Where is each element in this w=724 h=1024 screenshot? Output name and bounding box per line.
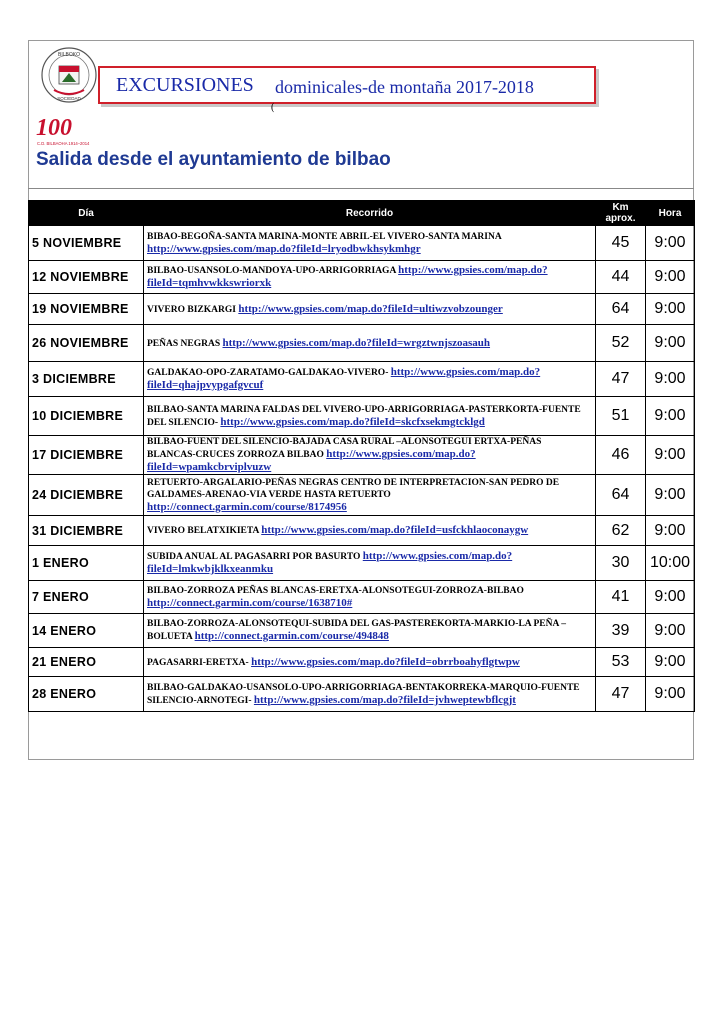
hora-cell: 9:00	[646, 581, 695, 614]
table-header-row	[29, 201, 695, 226]
table-row	[29, 397, 695, 436]
title-banner	[98, 66, 596, 104]
route-link[interactable]: http://www.gpsies.com/map.do?fileId=skcfxsekmgtcklgd	[220, 415, 485, 428]
route-link[interactable]: http://www.gpsies.com/map.do?fileId=wpamkcbrviplvuzw	[147, 448, 476, 473]
header-hora: Hora	[646, 201, 695, 226]
route-description: BILBAO-FUENT DEL SILENCIO-BAJADA CASA RURAL –ALONSOTEGUI ERTXA-PEÑAS BLANCAS-CRUCES ZORROZA BILBAO	[147, 437, 542, 460]
route-cell	[144, 436, 596, 475]
km-cell: 39	[596, 614, 646, 648]
route-cell	[144, 648, 596, 677]
title-main: EXCURSIONES	[116, 74, 254, 96]
route-description: BIBAO-BEGOÑA-SANTA MARINA-MONTE ABRIL-EL VIVERO-SANTA MARINA	[147, 231, 502, 242]
title-sub: dominicales-de montaña 2017-2018	[275, 77, 534, 97]
hora-cell: 10:00	[646, 546, 695, 581]
hora-cell: 9:00	[646, 226, 695, 261]
route-link[interactable]: http://www.gpsies.com/map.do?fileId=qhajpvypgafgvcuf	[147, 366, 541, 391]
table-row	[29, 546, 695, 581]
route-cell	[144, 397, 596, 436]
day-cell: 19 NOVIEMBRE	[29, 294, 144, 325]
hora-cell: 9:00	[646, 648, 695, 677]
club-seal-logo	[40, 46, 98, 104]
route-link[interactable]: http://connect.garmin.com/course/8174956	[147, 500, 347, 513]
table-row	[29, 294, 695, 325]
route-link[interactable]: http://www.gpsies.com/map.do?fileId=wrgztwnjszoasauh	[222, 336, 491, 349]
route-description: VIVERO BIZKARGI	[147, 304, 236, 315]
km-cell: 64	[596, 475, 646, 516]
km-cell: 44	[596, 261, 646, 294]
header-km-label: Km aprox.	[605, 202, 636, 224]
header-recorrido: Recorrido	[144, 201, 596, 226]
table-row	[29, 261, 695, 294]
km-cell: 53	[596, 648, 646, 677]
day-cell: 10 DICIEMBRE	[29, 397, 144, 436]
header-dia: Día	[29, 201, 144, 226]
hora-cell: 9:00	[646, 261, 695, 294]
hora-cell: 9:00	[646, 362, 695, 397]
route-description: GALDAKAO-OPO-ZARATAMO-GALDAKAO-VIVERO-	[147, 368, 389, 378]
hora-cell: 9:00	[646, 475, 695, 516]
km-cell: 41	[596, 581, 646, 614]
header-divider	[28, 188, 694, 189]
route-cell	[144, 294, 596, 325]
route-link[interactable]: http://connect.garmin.com/course/1638710#	[147, 596, 353, 609]
km-cell: 52	[596, 325, 646, 362]
km-cell: 51	[596, 397, 646, 436]
hora-cell: 9:00	[646, 397, 695, 436]
day-cell: 14 ENERO	[29, 614, 144, 648]
day-cell: 31 DICIEMBRE	[29, 516, 144, 546]
hora-cell: 9:00	[646, 294, 695, 325]
km-cell: 45	[596, 226, 646, 261]
route-description: BILBAO-GALDAKAO-USANSOLO-UPO-ARRIGORRIAGA-BENTAKORREKA-MARQUIO-FUENTE SILENCIO-ARNOTEGI-	[147, 682, 580, 706]
hora-cell: 9:00	[646, 677, 695, 712]
table-row	[29, 325, 695, 362]
hora-cell: 9:00	[646, 516, 695, 546]
route-cell	[144, 226, 596, 261]
route-link[interactable]: http://www.gpsies.com/map.do?fileId=lryodbwkhsykmhgr	[147, 242, 421, 255]
day-cell: 12 NOVIEMBRE	[29, 261, 144, 294]
route-cell	[144, 581, 596, 614]
day-cell: 5 NOVIEMBRE	[29, 226, 144, 261]
seal-bottom-text: SOCIEDAD	[57, 96, 81, 101]
route-cell	[144, 516, 596, 546]
day-cell: 24 DICIEMBRE	[29, 475, 144, 516]
route-description: VIVERO BELATXIKIETA	[147, 526, 259, 536]
route-description: BILBAO-USANSOLO-MANDOYA-UPO-ARRIGORRIAGA	[147, 266, 396, 276]
route-link[interactable]: http://connect.garmin.com/course/494848	[194, 630, 389, 642]
table-row	[29, 516, 695, 546]
table-row	[29, 362, 695, 397]
centenary-caption: C.D. BILBAOHA 1914–2014	[37, 141, 90, 146]
table-row	[29, 614, 695, 648]
centenary-logo	[34, 110, 98, 150]
km-cell: 46	[596, 436, 646, 475]
route-cell	[144, 614, 596, 648]
day-cell: 21 ENERO	[29, 648, 144, 677]
route-description: BILBAO-ZORROZA PEÑAS BLANCAS-ERETXA-ALONSOTEGUI-ZORROZA-BILBAO	[147, 585, 524, 596]
route-cell	[144, 475, 596, 516]
route-cell	[144, 677, 596, 712]
route-cell	[144, 546, 596, 581]
day-cell: 17 DICIEMBRE	[29, 436, 144, 475]
route-description: BILBAO-SANTA MARINA FALDAS DEL VIVERO-UPO-ARRIGORRIAGA-PASTERKORTA-FUENTE DEL SILENCIO-	[147, 404, 581, 428]
day-cell: 28 ENERO	[29, 677, 144, 712]
day-cell: 7 ENERO	[29, 581, 144, 614]
route-description: RETUERTO-ARGALARIO-PEÑAS NEGRAS CENTRO DE INTERPRETACION-SAN PEDRO DE GALDAMES-ARENAO-VIA VERDE HASTA RETUERTO	[147, 477, 560, 500]
km-cell: 30	[596, 546, 646, 581]
route-description: PEÑAS NEGRAS	[147, 338, 221, 349]
header-km	[596, 201, 646, 226]
table-row	[29, 475, 695, 516]
hora-cell: 9:00	[646, 614, 695, 648]
route-description: PAGASARRI-ERETXA-	[147, 657, 249, 668]
seal-top-text: BILBOKO	[58, 52, 80, 58]
route-link[interactable]: http://www.gpsies.com/map.do?fileId=obrrboahyflgtwpw	[251, 655, 520, 668]
table-row	[29, 226, 695, 261]
day-cell: 1 ENERO	[29, 546, 144, 581]
day-cell: 3 DICIEMBRE	[29, 362, 144, 397]
route-link[interactable]: http://www.gpsies.com/map.do?fileId=jvhweptewbflcgjt	[253, 693, 516, 706]
table-row	[29, 581, 695, 614]
route-cell	[144, 325, 596, 362]
centenary-number: 100	[36, 115, 72, 141]
page-subtitle: Salida desde el ayuntamiento de bilbao	[36, 149, 391, 170]
route-link[interactable]: http://www.gpsies.com/map.do?fileId=ultiwzvobzounger	[238, 302, 503, 315]
day-cell: 26 NOVIEMBRE	[29, 325, 144, 362]
stray-mark: (	[271, 102, 275, 113]
route-description: SUBIDA ANUAL AL PAGASARRI POR BASURTO	[147, 552, 361, 562]
excursions-table	[28, 200, 695, 712]
table-row	[29, 436, 695, 475]
table-row	[29, 677, 695, 712]
hora-cell: 9:00	[646, 436, 695, 475]
route-link[interactable]: http://www.gpsies.com/map.do?fileId=usfckhlaoconaygw	[261, 524, 529, 536]
hora-cell: 9:00	[646, 325, 695, 362]
route-link[interactable]: http://www.gpsies.com/map.do?fileId=tqmhvwkkswriorxk	[147, 264, 548, 289]
table-row	[29, 648, 695, 677]
km-cell: 47	[596, 362, 646, 397]
km-cell: 64	[596, 294, 646, 325]
km-cell: 62	[596, 516, 646, 546]
km-cell: 47	[596, 677, 646, 712]
route-link[interactable]: http://www.gpsies.com/map.do?fileId=lmkwbjklkxeanmku	[147, 550, 513, 575]
route-description: BILBAO-ZORROZA-ALONSOTEQUI-SUBIDA DEL GAS-PASTEREKORTA-MARKIO-LA PEÑA –BOLUETA	[147, 619, 566, 642]
route-cell	[144, 362, 596, 397]
route-cell	[144, 261, 596, 294]
